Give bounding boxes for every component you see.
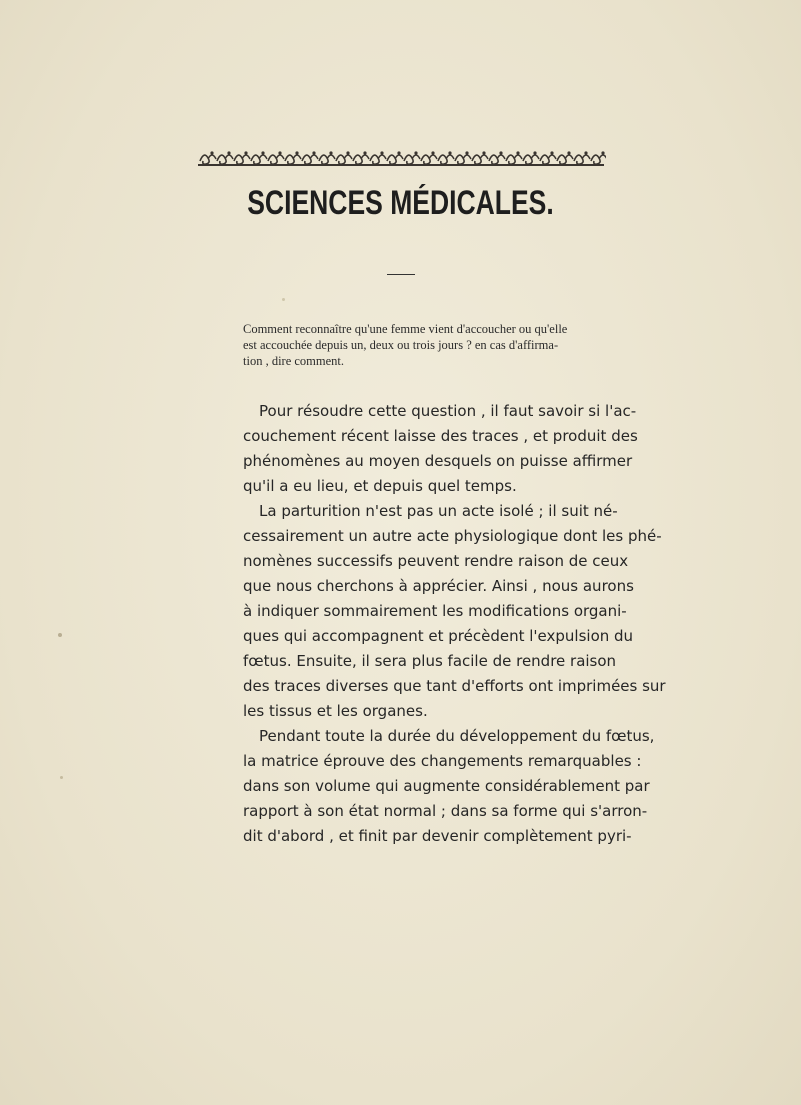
- ornament-dot: [210, 151, 213, 154]
- body-line: Pour résoudre cette question , il faut savoir si l'ac-: [259, 402, 637, 420]
- ornament-motif: [200, 155, 216, 164]
- ornament-dot: [380, 151, 383, 154]
- ornament-dot: [312, 151, 315, 154]
- body-line: dit d'abord , et finit par devenir complètement pyri-: [243, 827, 632, 845]
- ornament-motif: [574, 155, 590, 164]
- ornament-motif: [506, 155, 522, 164]
- body-line: que nous cherchons à apprécier. Ainsi , nous aurons: [243, 577, 634, 595]
- body-line: la matrice éprouve des changements remarquables :: [243, 752, 642, 770]
- ornament-dot: [363, 151, 366, 154]
- body-line: des traces diverses que tant d'efforts ont imprimées sur: [243, 677, 666, 695]
- ornament-dot: [482, 151, 485, 154]
- ornament-motif: [336, 155, 352, 164]
- ornament-motif: [302, 155, 318, 164]
- ornament-dot: [550, 151, 553, 154]
- ornament-motif: [404, 155, 420, 164]
- decorative-border-ornament: [196, 147, 606, 169]
- body-line: couchement récent laisse des traces , et produit des: [243, 427, 638, 445]
- body-line: les tissus et les organes.: [243, 702, 428, 720]
- body-line: La parturition n'est pas un acte isolé ; il suit né-: [259, 502, 618, 520]
- body-line: qu'il a eu lieu, et depuis quel temps.: [243, 477, 517, 495]
- question-line: Comment reconnaître qu'une femme vient d'accoucher ou qu'elle: [243, 322, 568, 336]
- ornament-dot: [397, 151, 400, 154]
- body-line: ques qui accompagnent et précèdent l'expulsion du: [243, 627, 634, 645]
- ornament-motif: [557, 155, 573, 164]
- ornament-dot: [465, 151, 468, 154]
- ornament-motif: [438, 155, 454, 164]
- body-line: nomènes successifs peuvent rendre raison de ceux: [243, 552, 629, 570]
- ornament-motif: [455, 155, 471, 164]
- ornament-dot: [329, 151, 332, 154]
- ornament-motif: [421, 155, 437, 164]
- paper-speck: [282, 298, 285, 301]
- ornament-dot: [567, 151, 570, 154]
- ornament-dot: [261, 151, 264, 154]
- paper-speck: [58, 633, 62, 637]
- ornament-motif: [251, 155, 267, 164]
- body-line: à indiquer sommairement les modifications organi-: [243, 602, 627, 620]
- ornament-dot: [431, 151, 434, 154]
- ornament-dot: [244, 151, 247, 154]
- ornament-dot: [414, 151, 417, 154]
- title-divider: [387, 274, 415, 275]
- body-line: fœtus. Ensuite, il sera plus facile de rendre raison: [243, 652, 617, 670]
- ornament-dot: [584, 151, 587, 154]
- ornament-motif: [523, 155, 539, 164]
- ornament-dot: [346, 151, 349, 154]
- ornament-motif: [387, 155, 403, 164]
- body-line: phénomènes au moyen desquels on puisse affirmer: [243, 452, 633, 470]
- body-text: [243, 399, 666, 849]
- ornament-motif: [353, 155, 369, 164]
- ornament-motif: [268, 155, 284, 164]
- ornament-dot: [295, 151, 298, 154]
- ornament-baseline: [198, 164, 604, 166]
- ornament-motif: [591, 155, 606, 164]
- ornament-dot: [448, 151, 451, 154]
- ornament-motif: [319, 155, 335, 164]
- ornament-dot: [227, 151, 230, 154]
- section-title: SCIENCES MÉDICALES.: [247, 184, 554, 222]
- body-line: dans son volume qui augmente considérablement par: [243, 777, 650, 795]
- question-line: tion , dire comment.: [243, 354, 345, 368]
- paper-speck: [60, 776, 63, 779]
- ornament-motif: [489, 155, 505, 164]
- ornament-motif: [540, 155, 556, 164]
- question-line: est accouchée depuis un, deux ou trois jours ? en cas d'affirma-: [243, 338, 559, 352]
- ornament-dot: [278, 151, 281, 154]
- ornament-motif: [234, 155, 250, 164]
- ornament-dot: [516, 151, 519, 154]
- ornament-motif: [370, 155, 386, 164]
- ornament-dot: [533, 151, 536, 154]
- body-line: Pendant toute la durée du développement du fœtus,: [259, 727, 655, 745]
- body-line: cessairement un autre acte physiologique dont les phé-: [243, 527, 662, 545]
- body-line: rapport à son état normal ; dans sa forme qui s'arron-: [243, 802, 648, 820]
- ornament-dot: [601, 151, 604, 154]
- ornament-dot: [499, 151, 502, 154]
- question-paragraph: [243, 321, 573, 369]
- ornament-motif: [217, 155, 233, 164]
- ornament-motif: [285, 155, 301, 164]
- ornament-motif: [472, 155, 488, 164]
